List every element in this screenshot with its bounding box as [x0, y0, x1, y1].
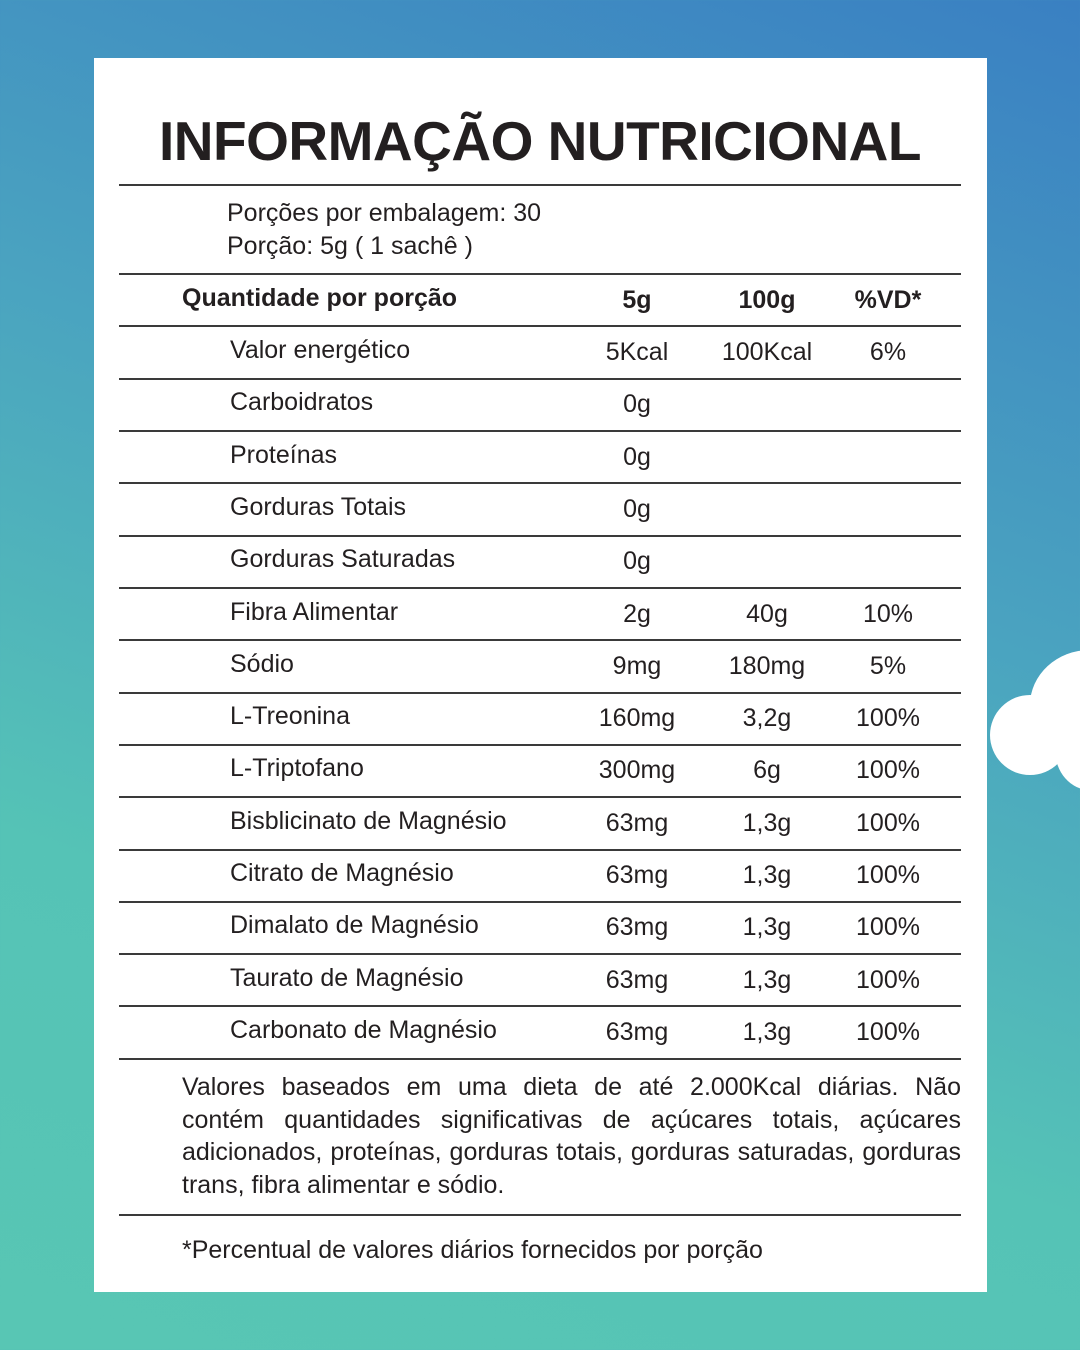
value-per-serving: 63mg	[605, 965, 669, 994]
value-per-100g: 1,3g	[742, 965, 792, 994]
nutrient-name: Proteínas	[230, 440, 338, 469]
value-per-100g: 1,3g	[742, 861, 792, 889]
value-per-serving: 160mg	[598, 704, 676, 733]
header-quantity: Quantidade por porção	[182, 284, 458, 312]
value-per-100g: 6g	[753, 756, 781, 785]
nutrient-name: Citrato de Magnésio	[230, 859, 454, 887]
servings-per-package: Porções por embalagem: 30	[227, 199, 542, 227]
row-divider	[119, 1005, 961, 1007]
nutrient-name: Dimalato de Magnésio	[230, 911, 479, 940]
footnote: Valores baseados em uma dieta de até 2.000Kcal diárias. Não contém quantidades significativas de açúcares totais, açúcares adicionados, proteínas, gorduras totais, gorduras saturadas, gorduras trans, fibra alimentar e sódio.	[182, 1073, 961, 1199]
value-per-serving: 300mg	[598, 756, 676, 785]
daily-value-percent: 100%	[856, 808, 920, 837]
value-per-serving: 0g	[623, 390, 651, 419]
divider	[119, 325, 961, 327]
daily-value-percent: 100%	[856, 913, 920, 942]
value-per-100g: 40g	[746, 599, 788, 628]
value-per-serving: 5Kcal	[605, 338, 669, 366]
row-divider	[119, 901, 961, 903]
value-per-100g: 3,2g	[742, 704, 792, 733]
nutrient-name: Carboidratos	[230, 388, 374, 417]
row-divider	[119, 587, 961, 589]
divider	[119, 1214, 961, 1216]
value-per-serving: 63mg	[605, 913, 669, 942]
value-per-serving: 63mg	[605, 808, 669, 837]
row-divider	[119, 378, 961, 380]
value-per-serving: 2g	[623, 599, 651, 628]
serving-size: Porção: 5g ( 1 sachê )	[227, 232, 473, 260]
nutrient-name: Gorduras Saturadas	[230, 545, 456, 574]
header-100g: 100g	[738, 286, 796, 314]
nutrient-name: Bisblicinato de Magnésio	[230, 806, 507, 835]
row-divider	[119, 482, 961, 484]
vd-note: *Percentual de valores diários fornecidos por porção	[182, 1236, 763, 1264]
row-divider	[119, 535, 961, 537]
row-divider	[119, 953, 961, 955]
page-title: INFORMAÇÃO NUTRICIONAL	[159, 110, 921, 172]
value-per-100g: 1,3g	[742, 808, 792, 837]
nutrient-name: Gorduras Totais	[230, 492, 407, 521]
daily-value-percent: 100%	[856, 965, 920, 994]
nutrient-name: Valor energético	[230, 336, 411, 364]
row-divider	[119, 849, 961, 851]
nutrient-name: L-Treonina	[230, 702, 350, 731]
row-divider	[119, 639, 961, 641]
daily-value-percent: 5%	[869, 651, 907, 680]
value-per-100g: 1,3g	[742, 913, 792, 942]
nutrient-name: Fibra Alimentar	[230, 597, 399, 626]
header-5g: 5g	[622, 286, 652, 314]
nutrient-name: Carbonato de Magnésio	[230, 1015, 497, 1044]
daily-value-percent: 100%	[856, 756, 920, 785]
daily-value-percent: 6%	[869, 338, 907, 366]
daily-value-percent: 100%	[856, 861, 920, 889]
row-divider	[119, 744, 961, 746]
value-per-serving: 9mg	[612, 651, 662, 680]
daily-value-percent: 10%	[862, 599, 914, 628]
row-divider	[119, 1058, 961, 1060]
nutrient-name: L-Triptofano	[230, 754, 364, 783]
value-per-serving: 0g	[623, 442, 651, 471]
nutrient-name: Taurato de Magnésio	[230, 963, 464, 992]
value-per-serving: 0g	[623, 494, 651, 523]
divider	[119, 273, 961, 275]
value-per-serving: 63mg	[605, 861, 669, 889]
nutrient-name: Sódio	[230, 649, 294, 678]
value-per-100g: 180mg	[728, 651, 806, 680]
value-per-serving: 63mg	[605, 1017, 669, 1046]
daily-value-percent: 100%	[856, 704, 920, 733]
value-per-100g: 1,3g	[742, 1017, 792, 1046]
value-per-serving: 0g	[623, 547, 651, 576]
header-vd: %VD*	[854, 286, 922, 314]
row-divider	[119, 796, 961, 798]
divider	[119, 184, 961, 186]
row-divider	[119, 692, 961, 694]
value-per-100g: 100Kcal	[721, 338, 813, 366]
daily-value-percent: 100%	[856, 1017, 920, 1046]
row-divider	[119, 430, 961, 432]
